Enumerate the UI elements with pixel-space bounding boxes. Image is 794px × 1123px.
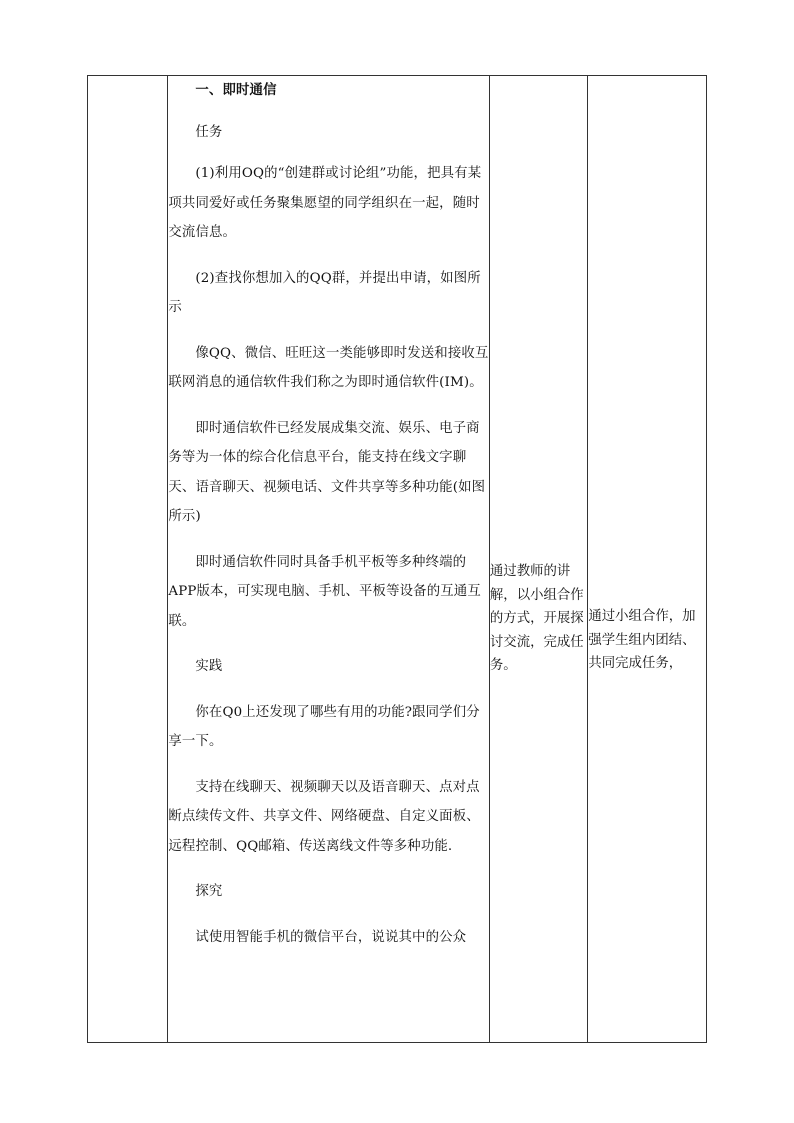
lesson-plan-table bbox=[87, 75, 707, 1043]
explore-label: 探究 bbox=[195, 884, 223, 899]
practice-label: 实践 bbox=[195, 659, 223, 674]
teaching-method-text: 通过教师的讲解，以小组合作的方式，开展探讨交流，完成任务。 bbox=[489, 564, 584, 674]
design-purpose-cell bbox=[588, 76, 707, 1043]
practice-answer: 支持在线聊天、视频聊天以及语音聊天、点对点断点续传文件、共享文件、网络硬盘、自定义面板、远程控制、QQ邮箱、传送离线文件等多种功能. bbox=[168, 779, 480, 854]
paragraph-im-platform: 即时通信软件已经发展成集交流、娱乐、电子商务等为一体的综合化信息平台，能支持在线文字聊天、语音聊天、视频电话、文件共享等多种功能(如图所示) bbox=[168, 420, 486, 524]
paragraph-im-terminals: 即时通信软件同时具备手机平板等多种终端的APP版本，可实现电脑、手机、平板等设备的互通互联。 bbox=[168, 554, 481, 629]
stage-cell bbox=[88, 76, 168, 1043]
explore-text: 试使用智能手机的微信平台，说说其中的公众 bbox=[195, 929, 467, 945]
task-label: 任务 bbox=[195, 124, 223, 140]
task-item-2: (2)查找你想加入的QQ群，并提出申请，如图所示 bbox=[168, 270, 481, 315]
task-item-1: (1)利用OQ的“创建群或讨论组”功能，把具有某项共同爱好或任务聚集愿望的同学组织在一起，随时交流信息。 bbox=[168, 166, 482, 240]
practice-question: 你在Q0上还发现了哪些有用的功能?跟同学们分享一下。 bbox=[168, 704, 480, 749]
table-row bbox=[88, 76, 707, 1043]
paragraph-im-definition: 像QQ、微信、旺旺这一类能够即时发送和接收互联网消息的通信软件我们称之为即时通信软件(IM)。 bbox=[168, 345, 489, 390]
teaching-method-cell bbox=[489, 76, 587, 1043]
design-purpose-text: 通过小组合作，加强学生组内团结、共同完成任务， bbox=[588, 609, 696, 672]
teaching-content-cell bbox=[168, 76, 490, 1043]
section-heading: 一、即时通信 bbox=[195, 82, 277, 98]
